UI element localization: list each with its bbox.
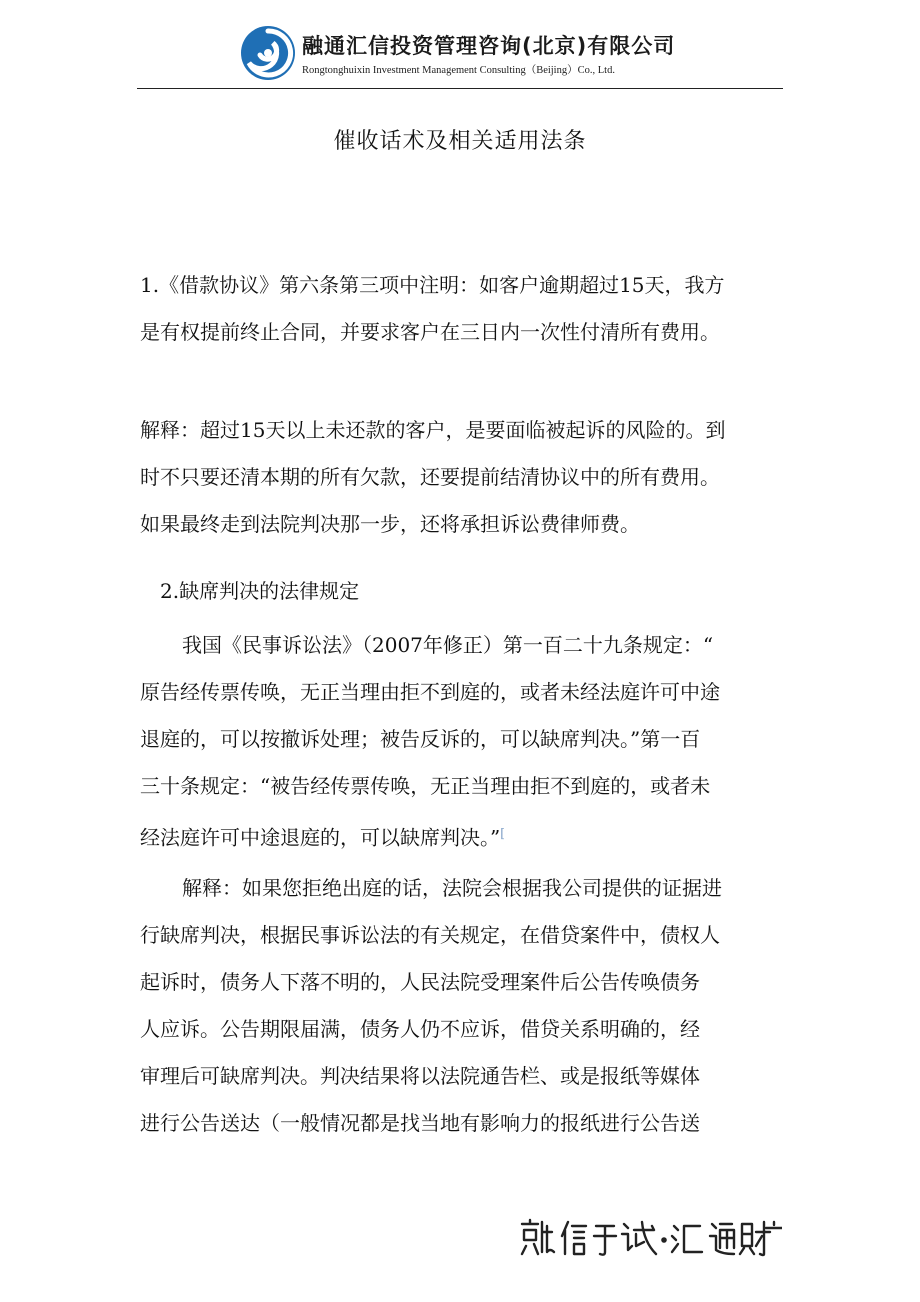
paragraph-line: 解释：如果您拒绝出庭的话，法院会根据我公司提供的证据进 (182, 876, 722, 900)
paragraph-line: 如果最终走到法院判决那一步，还将承担诉讼费律师费。 (140, 512, 640, 536)
company-name-en: Rongtonghuixin Investment Management Consulting（Beijing）Co., Ltd. (302, 64, 615, 76)
document-title: 催收话术及相关适用法条 (333, 129, 587, 154)
letterhead (240, 22, 680, 84)
paragraph-line-text: 经法庭许可中途退庭的，可以缺席判决。” (140, 825, 501, 850)
paragraph-line: 1.《借款协议》第六条第三项中注明：如客户逾期超过15天，我方 (140, 273, 725, 297)
paragraph-line: 进行公告送达（一般情况都是找当地有影响力的报纸进行公告送 (140, 1111, 700, 1135)
paragraph-1 (140, 262, 800, 356)
swirl-logo-icon (240, 25, 296, 81)
section-heading-2 (160, 568, 820, 615)
paragraph-line: 人应诉。公告期限届满，债务人仍不应诉，借贷关系明确的，经 (140, 1017, 700, 1041)
footnote-mark[interactable]: [ (500, 826, 505, 840)
paragraph-line: 起诉时，债务人下落不明的，人民法院受理案件后公告传唤债务 (140, 970, 700, 994)
paragraph-line: 时不只要还清本期的所有欠款，还要提前结清协议中的所有费用。 (140, 465, 720, 489)
company-name-cn: 融通汇信投资管理咨询(北京)有限公司 (302, 33, 676, 58)
paragraph-line: 我国《民事诉讼法》（2007年修正）第一百二十九条规定：“ (182, 633, 714, 657)
header-divider (137, 88, 783, 89)
paragraph-line: 是有权提前终止合同，并要求客户在三日内一次性付清所有费用。 (140, 320, 720, 344)
paragraph-line: 退庭的，可以按撤诉处理；被告反诉的，可以缺席判决。”第一百 (140, 727, 701, 751)
paragraph-3-law (140, 622, 800, 857)
paragraph-line: 原告经传票传唤，无正当理由拒不到庭的，或者未经法庭许可中途 (140, 680, 720, 704)
paragraph-line: 行缺席判决，根据民事诉讼法的有关规定，在借贷案件中，债权人 (140, 923, 720, 947)
paragraph-line: 审理后可缺席判决。判决结果将以法院通告栏、或是报纸等媒体 (140, 1064, 700, 1088)
paragraph-line: 解释：超过15天以上未还款的客户，是要面临被起诉的风险的。到 (140, 418, 726, 442)
paragraph-4-explanation (140, 865, 800, 1147)
paragraph-line: 三十条规定：“被告经传票传唤，无正当理由拒不到庭的，或者未 (140, 774, 711, 798)
calligraphy-slogan (516, 1212, 782, 1260)
heading-text: 2.缺席判决的法律规定 (160, 579, 360, 603)
paragraph-line (140, 810, 800, 857)
company-name-block (302, 30, 675, 77)
paragraph-2-explanation (140, 407, 800, 548)
